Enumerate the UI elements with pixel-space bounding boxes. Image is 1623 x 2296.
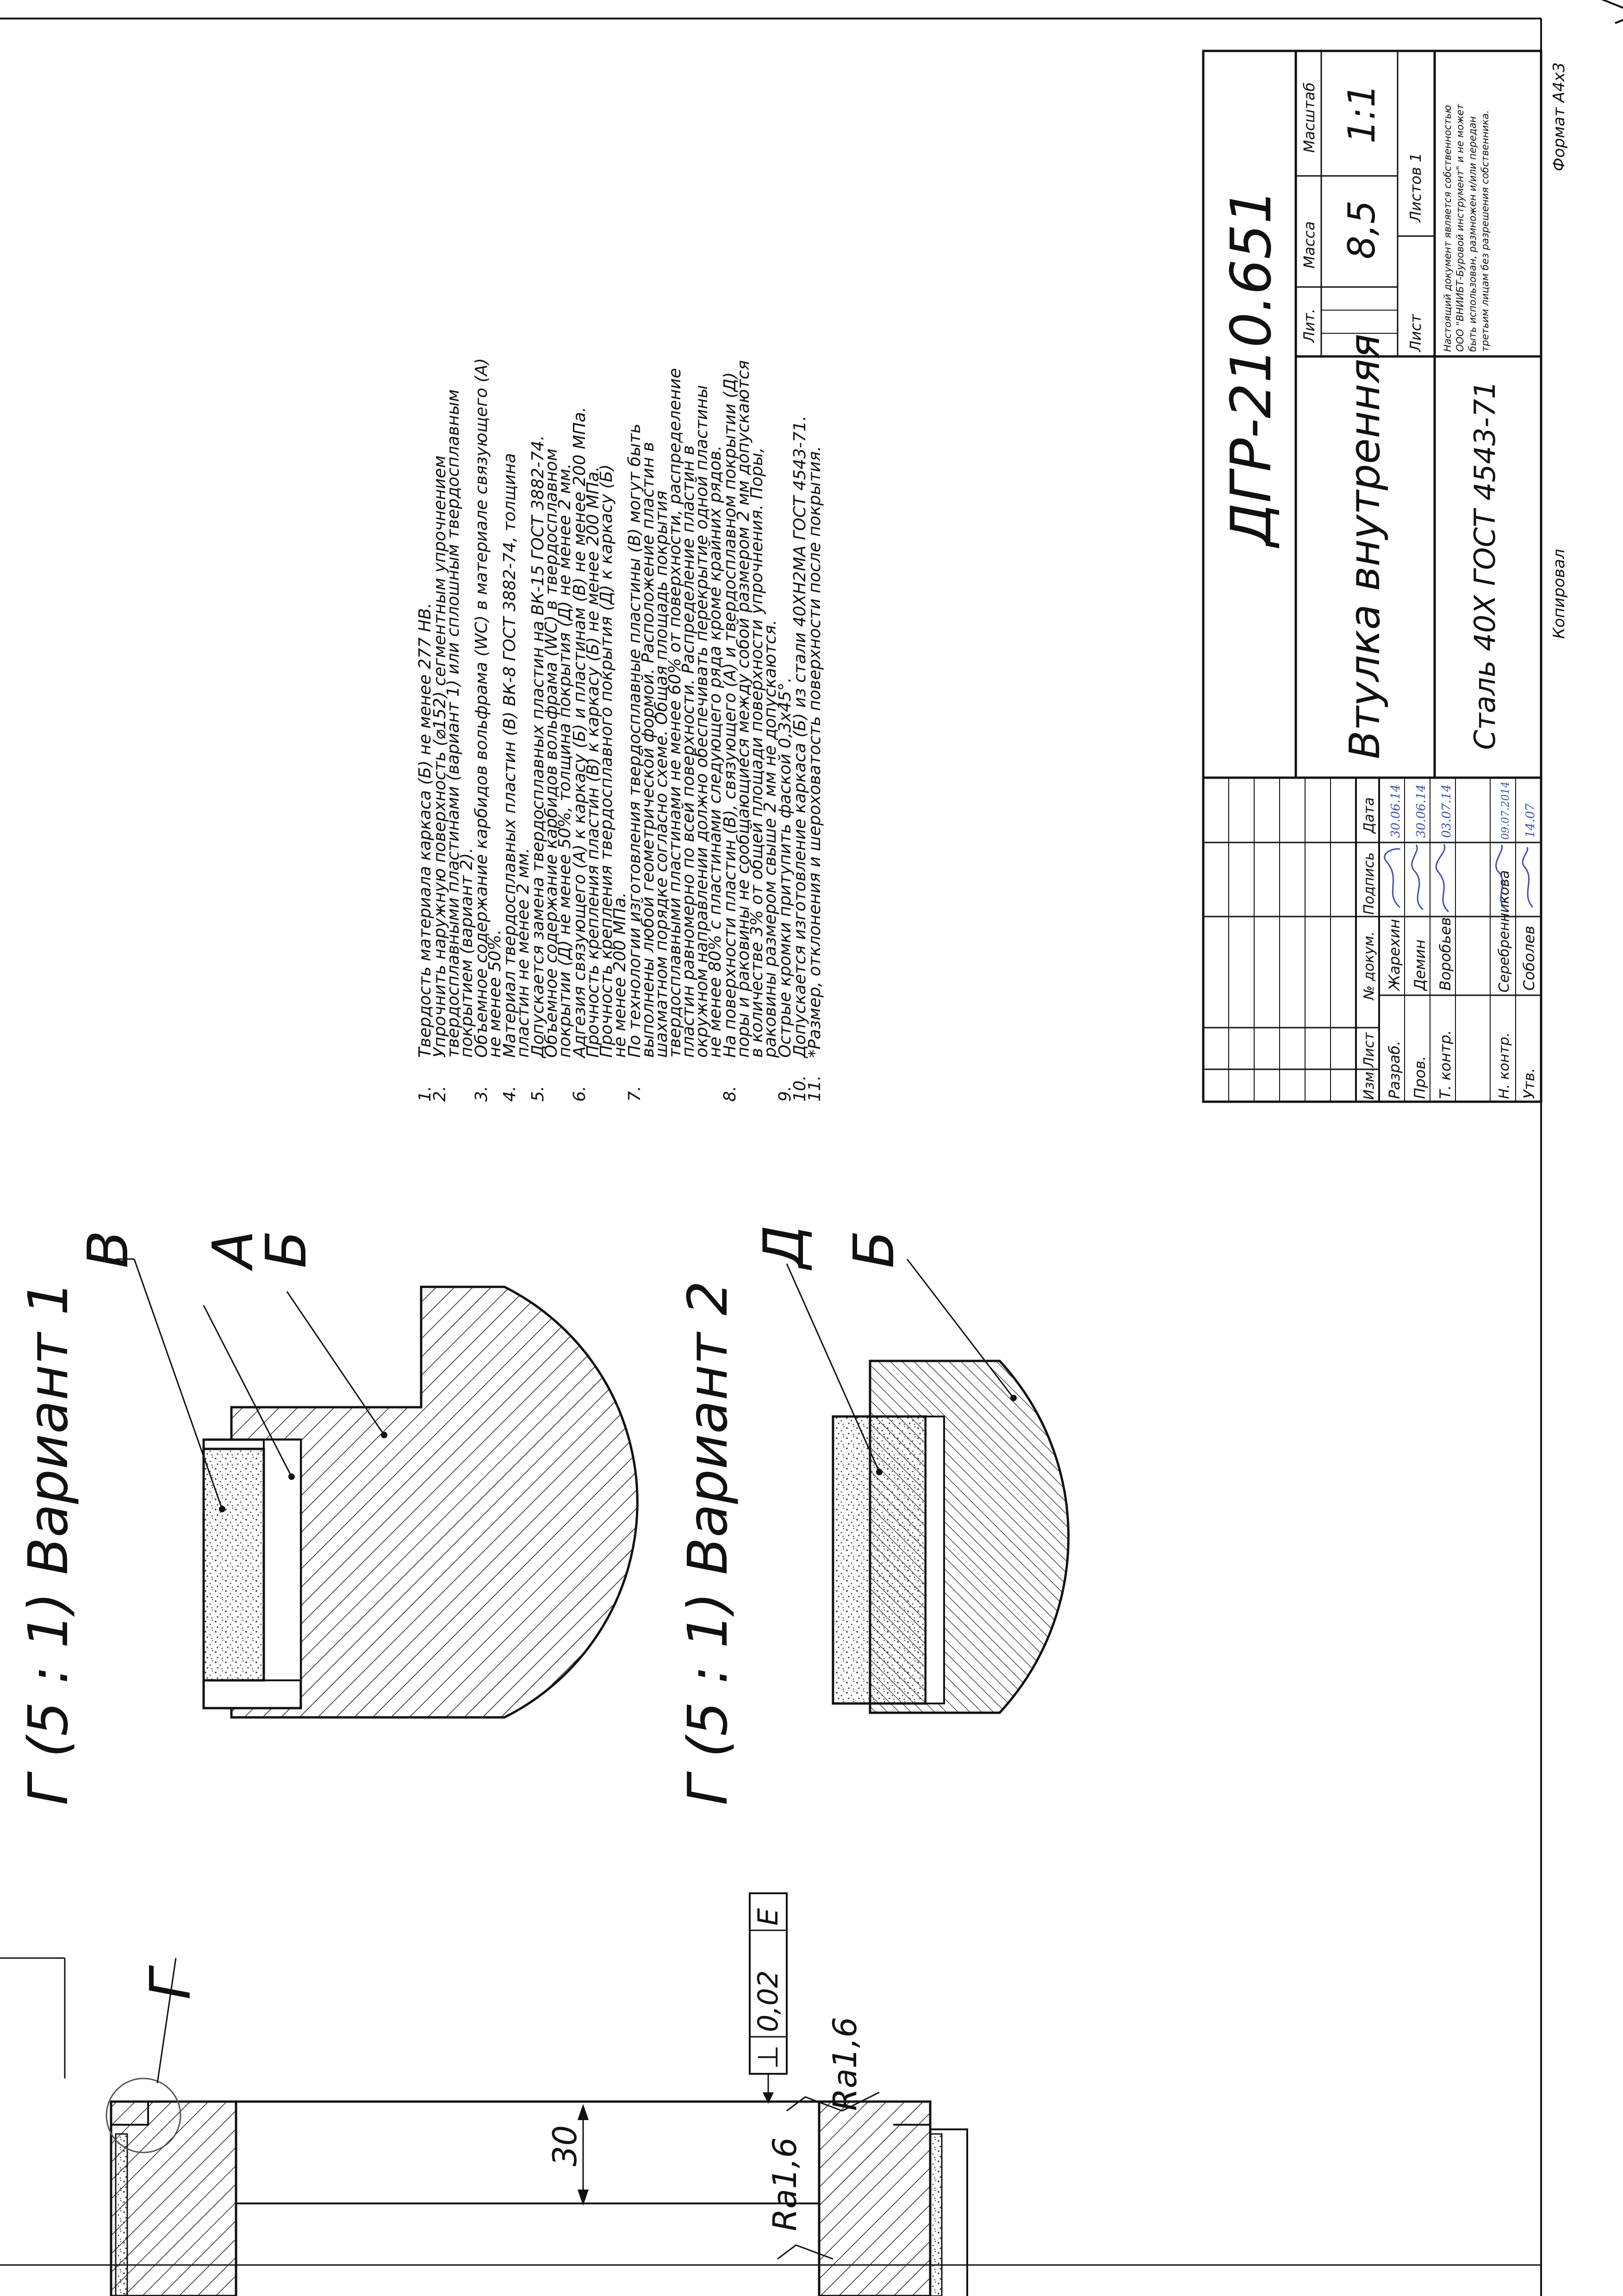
notice-line-3: третьим лицам без разрешения собственника. — [1480, 110, 1491, 352]
note-line: окружном направлении должно обеспечивать перекрытие одной пластины — [692, 385, 711, 1058]
note-line: На поверхности пластин (В), связующего (А) и твердосплавном покрытии (Д) — [721, 372, 740, 1058]
tb-mass-value: 8,5 — [1340, 200, 1383, 259]
main-section-view — [0, 1893, 967, 2296]
detail1-view — [76, 1230, 637, 1717]
note-line: Твердость материала каркаса (Б) не менее 277 НВ. — [416, 603, 435, 1058]
tb-role-2: Т. контр. — [1436, 1030, 1454, 1099]
note-number: 11. — [805, 1075, 824, 1102]
drawing-code: ДГР-210.651 — [1219, 188, 1284, 546]
label-g: Г — [139, 1969, 203, 2000]
note-number: 2. — [430, 1086, 449, 1102]
notice-line-2: быть использован, размножен и/или передан — [1467, 116, 1478, 352]
tb-header-izm: Изм. — [1361, 1067, 1377, 1100]
tb-sheet-label: Лист — [1407, 314, 1424, 352]
note-number: 1. — [416, 1086, 435, 1102]
tb-role-4: Утв. — [1520, 1067, 1538, 1099]
note-line: *Размер, отклонения и шероховатость поверхности после покрытия. — [805, 446, 824, 1058]
tb-header-sign: Подпись — [1361, 852, 1377, 915]
tb-header-doc: № докум. — [1361, 931, 1377, 1000]
note-number: 7. — [625, 1086, 644, 1102]
note-line: Объемное содержание карбидов вольфрама (WC) в материале связующего (А) — [472, 358, 491, 1058]
note-line: Упрочнить наружную поверхность (⌀152) сегментным упрочнением — [430, 455, 449, 1058]
note-number: 5. — [529, 1086, 547, 1102]
ra-right: Ra1,6 — [826, 2017, 864, 2111]
note-line: пластин не менее 2 мм. — [514, 848, 533, 1058]
note-line: Допускается изготовление каркаса (Б) из стали 40ХН2МА ГОСТ 4543-71. — [790, 415, 809, 1058]
detail2-view — [752, 1225, 1069, 1713]
note-line: Прочность крепления твердосплавного покрытия (Д) к каркасу (Б) — [597, 464, 616, 1058]
tb-name-0: Жарехин — [1386, 919, 1403, 991]
tb-role-1: Пров. — [1411, 1056, 1429, 1099]
label-v: В — [76, 1230, 141, 1268]
note-number: 4. — [500, 1086, 519, 1102]
note-line: выполнены любой геометрической формой. Расположение пластин в — [639, 442, 658, 1058]
surface-finish-general — [1551, 0, 1623, 23]
note-line: покрытии (Д) не менее 50%, толщина покрытия (Д) не менее 2 мм. — [555, 463, 574, 1058]
tolerance-datum: Е — [752, 1908, 784, 1926]
note-number: 9. — [776, 1086, 795, 1102]
tb-header-date: Дата — [1361, 797, 1377, 833]
detail1-title: Г (5 : 1) Вариант 1 — [16, 1280, 80, 1805]
note-line: Адгезия связующего (А) к каркасу (Б) и пластинам (В) не менее 200 МПа. — [570, 406, 589, 1058]
technical-notes — [416, 358, 824, 1102]
note-line: Допускается замена твердосплавных пластин на ВК-15 ГОСТ 3882-74. — [529, 435, 547, 1058]
ra-left: Ra1,6 — [766, 2137, 804, 2231]
note-line: пластин равномерно по всей поверхности. Распределение пластин в — [679, 445, 698, 1058]
tb-date-1: 30.06.14 — [1414, 784, 1428, 838]
label-a: А — [201, 1230, 266, 1268]
tb-sign-4 — [1523, 847, 1533, 907]
note-number: 8. — [721, 1086, 740, 1102]
tb-mass-label: Масса — [1300, 221, 1318, 268]
tb-name-2: Воробьев — [1436, 917, 1454, 991]
tb-scale-label: Масштаб — [1300, 82, 1318, 153]
dimension-30: 30 — [546, 2125, 584, 2166]
note-line: поры и раковины не сообщающиеся между собой размером 2 мм допускаются — [734, 360, 753, 1058]
label-d: Д — [752, 1225, 816, 1268]
tb-sign-2 — [1436, 844, 1449, 912]
part-name: Втулка внутренняя — [1341, 333, 1389, 759]
tb-sign-0 — [1385, 849, 1400, 907]
format-label: Формат А4х3 — [1550, 62, 1568, 171]
note-line: шахматном порядке согласно схеме. Общая площадь покрытия — [652, 490, 671, 1058]
note-line: твердосплавными пластинами (вариант 1) или сплошным твердосплавным — [444, 389, 463, 1058]
notice-line-0: Настоящий документ является собственностью — [1442, 105, 1453, 352]
note-line: Острые кромки притупить фаской 0,3х45°. — [776, 677, 795, 1058]
note-line: раковины размером свыше 2 мм не допускаются. — [761, 619, 780, 1058]
tb-role-0: Разраб. — [1386, 1041, 1403, 1099]
tolerance-frame — [750, 1893, 787, 2104]
tolerance-symbol: ⊥ — [752, 2045, 784, 2069]
notice-line-1: ООО "ВНИИБТ-Буровой инструмент" и не может — [1455, 104, 1466, 352]
material: Сталь 40Х ГОСТ 4543-71 — [1468, 381, 1502, 750]
note-line: не менее 200 МПа. — [610, 892, 629, 1058]
label-b1: Б — [255, 1230, 319, 1268]
note-number: 6. — [570, 1086, 589, 1102]
tb-sheets-label: Листов 1 — [1407, 152, 1424, 222]
tb-date-4: 14.07 — [1524, 803, 1537, 838]
tb-name-4: Соболев — [1520, 925, 1538, 991]
tb-scale-value: 1:1 — [1340, 84, 1383, 144]
note-line: не менее 80% с пластинами следующего ряда кроме крайних рядов. — [706, 445, 725, 1058]
note-line: Объемное содержание карбидов вольфрама (WC) в твердосплавном — [542, 448, 561, 1058]
note-number: 3. — [472, 1086, 491, 1102]
tb-date-3: 09.07.2014 — [1500, 781, 1511, 840]
tb-date-2: 03.07.14 — [1440, 784, 1454, 838]
tolerance-value: 0,02 — [752, 1970, 784, 2032]
tb-lit-label: Лит. — [1300, 308, 1318, 343]
note-number: 10. — [790, 1075, 809, 1102]
note-line: в количестве 3% от общей площади поверхности упрочнения. Поры, — [747, 447, 766, 1058]
note-line: твердосплавными пластинами не менее 60% от поверхности, распределение — [665, 368, 684, 1058]
tb-date-0: 30.06.14 — [1389, 784, 1403, 838]
note-line: покрытием (вариант 2). — [457, 848, 476, 1058]
tb-name-3: Серебренникова — [1496, 870, 1512, 992]
tb-header-list: Лист — [1361, 1032, 1377, 1067]
note-line: не менее 50%. — [485, 929, 504, 1058]
title-block — [1203, 51, 1568, 1102]
tb-sign-1 — [1412, 845, 1423, 910]
copied-label: Копировал — [1550, 549, 1568, 639]
note-line: Материал твердосплавных пластин (В) ВК-8 ГОСТ 3882-74, толщина — [500, 453, 519, 1058]
tb-role-3: Н. контр. — [1496, 1032, 1512, 1099]
note-line: Прочность крепления пластин (В) к каркасу (Б) не менее 200 МПа. — [584, 466, 603, 1058]
label-b2: Б — [842, 1230, 907, 1268]
detail2-title: Г (5 : 1) Вариант 2 — [676, 1280, 740, 1805]
note-line: По технологии изготовления твердосплавные пластины (В) могут быть — [625, 424, 644, 1058]
tb-name-1: Демин — [1411, 939, 1429, 991]
